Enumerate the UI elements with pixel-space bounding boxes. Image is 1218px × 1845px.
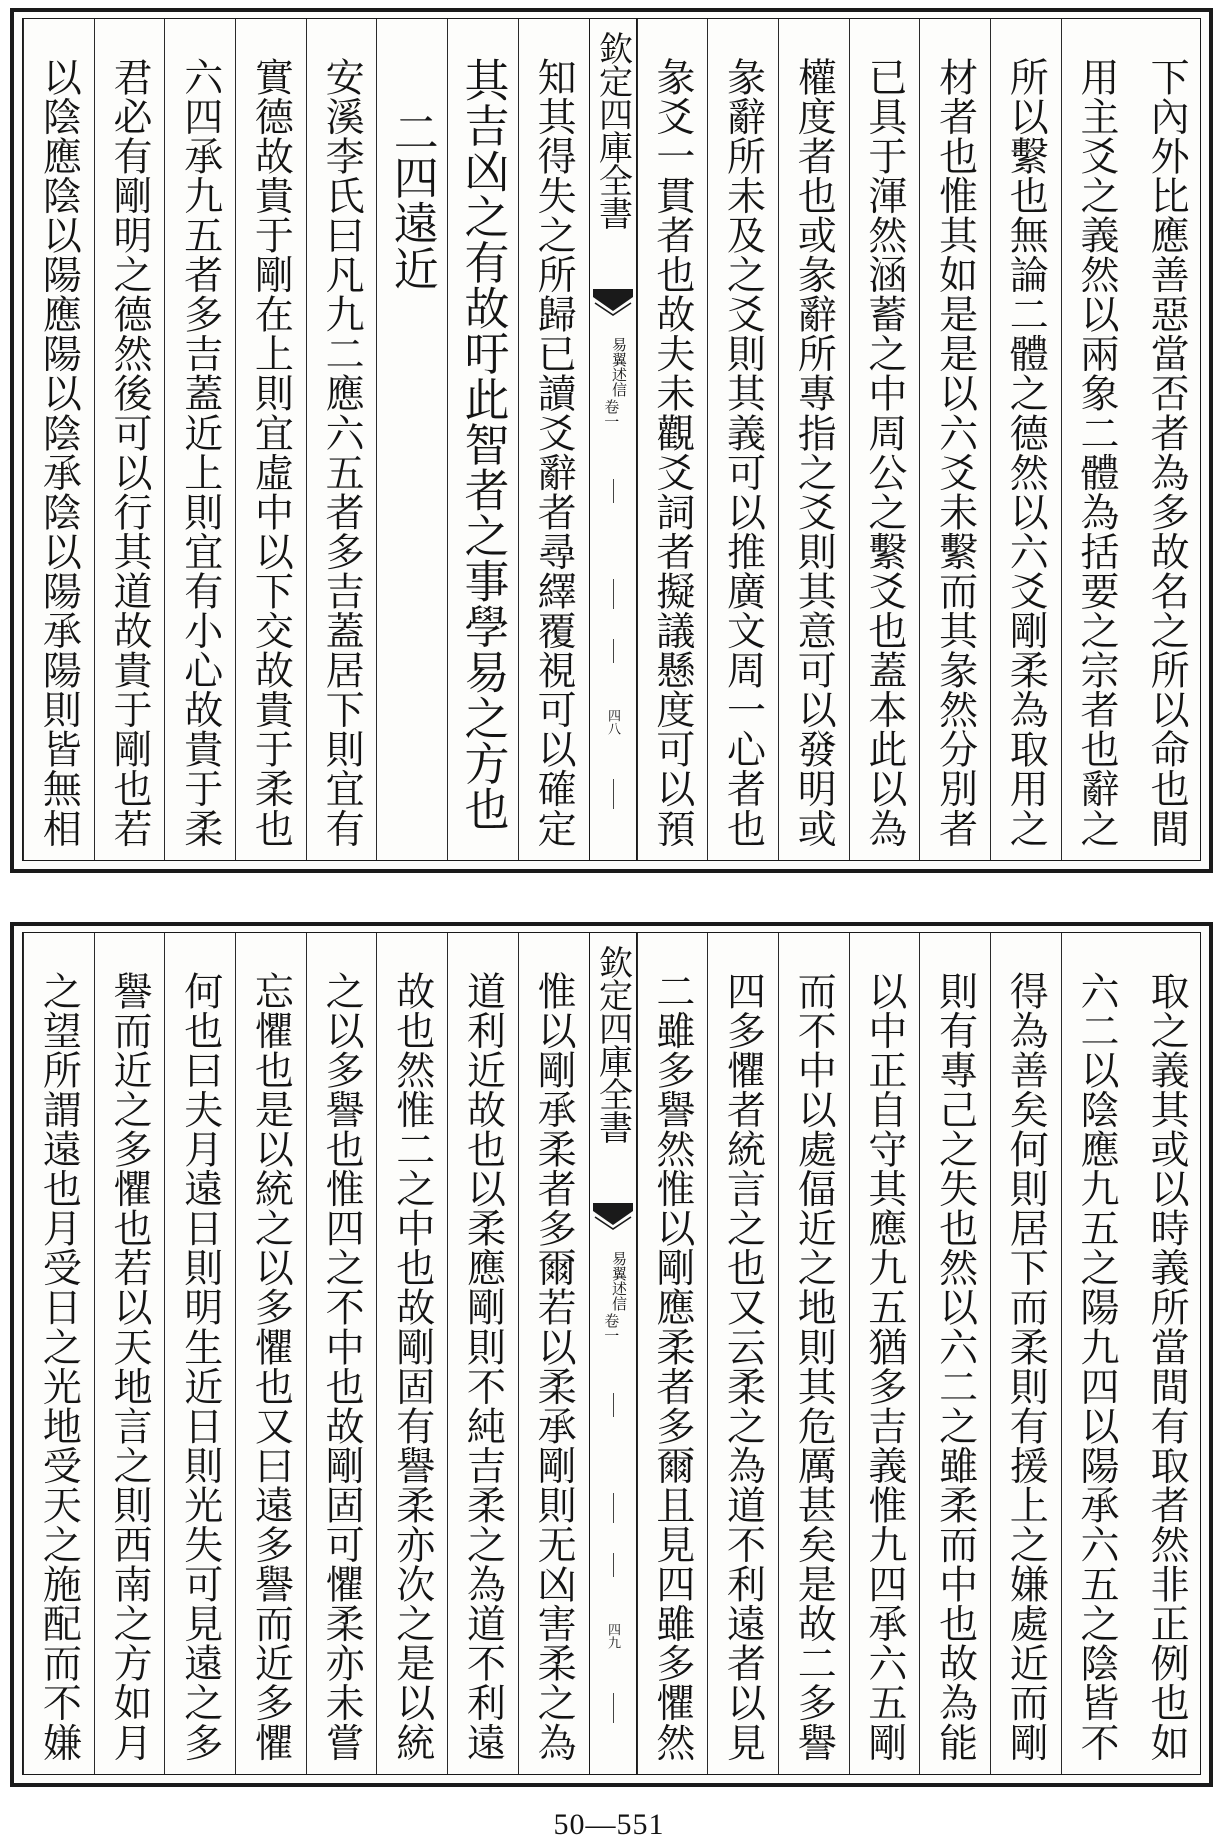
text-column (707, 933, 778, 1774)
column-text: 安溪李氏曰凡九二應六五者多吉蓋居下則宜有 (319, 57, 365, 848)
text-column (23, 19, 94, 860)
column-text: 六四承九五者多吉蓋近上則宜有小心故貴于柔 (177, 57, 223, 848)
text-column (919, 933, 990, 1774)
fish-tail-mark-icon (593, 289, 633, 335)
leaf-number: 四八 (605, 709, 620, 735)
column-text: 道利近故也以柔應剛則不純吉柔之為道不利遠 (460, 971, 506, 1762)
column-text: 取之義其或以時義所當間有取者然非正例也如 (1144, 971, 1190, 1762)
column-text: 惟以剛承柔者多爾若以柔承剛則无凶害柔之為 (531, 971, 577, 1762)
book-title: 欽定四庫全書 (592, 945, 633, 1143)
column-text: 彖辭所未及之爻則其義可以推廣文周一心者也 (720, 57, 766, 848)
column-text: 君必有剛明之德然後可以行其道故貴于剛也若 (107, 57, 153, 848)
text-column (778, 933, 849, 1774)
text-column (235, 933, 306, 1774)
text-column (306, 933, 377, 1774)
text-column (1061, 933, 1132, 1774)
block-heart (589, 933, 637, 1774)
text-column (23, 933, 94, 1774)
page-footer-number: 50—551 (553, 1808, 665, 1841)
column-text: 二雖多譽然惟以剛應柔者多爾且見四雖多懼然 (649, 971, 695, 1762)
column-text: 何也曰夫月遠日則明生近日則光失可見遠之多 (177, 971, 223, 1762)
text-column (164, 19, 235, 860)
column-text: 已具于渾然涵蓄之中周公之繫爻也蓋本此以為 (861, 57, 907, 848)
text-column (637, 933, 708, 1774)
column-text: 知其得失之所歸已讀爻辭者尋繹覆視可以確定 (531, 57, 577, 848)
column-text: 之以多譽也惟四之不中也故剛固可懼柔亦未嘗 (319, 971, 365, 1762)
block-heart-rule (613, 1393, 614, 1417)
column-text: 彖爻一貫者也故夫未觀爻詞者擬議懸度可以預 (649, 57, 695, 848)
text-column (919, 19, 990, 860)
column-text: 六二以陰應九五之陽九四以陽承六五之陰皆不 (1073, 971, 1119, 1762)
column-text: 下內外比應善惡當否者為多故名之所以命也間 (1144, 57, 1190, 848)
column-text: 忘懼也是以統之以多懼也又曰遠多譽而近多懼 (248, 971, 294, 1762)
text-column (447, 19, 518, 860)
column-text: 故也然惟二之中也故剛固有譽柔亦次之是以統 (389, 971, 435, 1762)
column-text: 則有專己之失也然以六二之雖柔而中也故為能 (932, 971, 978, 1762)
column-text: 得為善矣何則居下而柔則有援上之嫌處近而剛 (1003, 971, 1049, 1762)
column-text: 用主爻之義然以兩象二體為括要之宗者也辭之 (1073, 57, 1119, 848)
lower-page-frame (22, 932, 1201, 1775)
block-heart (589, 19, 637, 860)
text-column (94, 19, 165, 860)
book-title: 欽定四庫全書 (592, 31, 633, 229)
text-column (306, 19, 377, 860)
text-column (518, 933, 589, 1774)
text-column (235, 19, 306, 860)
volume-label: 卷一 (602, 399, 621, 429)
text-column (1131, 19, 1202, 860)
block-heart-rule (613, 1553, 614, 1577)
text-column (94, 933, 165, 1774)
block-heart-rule (613, 779, 614, 809)
block-heart-rule (613, 639, 614, 663)
text-column (1061, 19, 1132, 860)
text-column (990, 933, 1061, 1774)
text-column (376, 19, 447, 860)
text-column (518, 19, 589, 860)
text-column (778, 19, 849, 860)
column-text: 以陰應陰以陽應陽以陰承陰以陽承陽則皆無相 (36, 57, 82, 848)
block-heart-rule (613, 479, 614, 503)
lower-page (10, 922, 1213, 1787)
text-column (1131, 933, 1202, 1774)
block-heart-rule (613, 1493, 614, 1523)
text-column (637, 19, 708, 860)
column-text: 實德故貴于剛在上則宜虛中以下交故貴于柔也 (248, 57, 294, 848)
fish-tail-mark-icon (593, 1203, 633, 1249)
text-column (376, 933, 447, 1774)
column-text: 權度者也或彖辭所專指之爻則其意可以發明或 (791, 57, 837, 848)
text-column (990, 19, 1061, 860)
upper-page-frame (22, 18, 1201, 861)
column-text: 而不中以處偪近之地則其危厲甚矣是故二多譽 (791, 971, 837, 1762)
upper-page (10, 8, 1213, 873)
block-heart-rule (613, 579, 614, 609)
column-text: 譽而近之多懼也若以天地言之則西南之方如月 (107, 971, 153, 1762)
column-text: 二四遠近 (385, 109, 439, 292)
block-heart-rule (613, 1693, 614, 1723)
book-source-title: 易翼述信 (610, 337, 628, 397)
text-column (164, 933, 235, 1774)
volume-label: 卷一 (602, 1313, 621, 1343)
text-column (849, 933, 920, 1774)
text-column (849, 19, 920, 860)
column-text: 之望所謂遠也月受日之光地受天之施配而不嫌 (36, 971, 82, 1762)
leaf-number: 四九 (605, 1623, 620, 1649)
text-column (707, 19, 778, 860)
column-text: 材者也惟其如是是以六爻未繫而其彖然分別者 (932, 57, 978, 848)
column-text: 四多懼者統言之也又云柔之為道不利遠者以見 (720, 971, 766, 1762)
text-column (447, 933, 518, 1774)
column-text: 所以繫也無論二體之德然以六爻剛柔為取用之 (1003, 57, 1049, 848)
column-text: 其吉凶之有故吁此智者之事學易之方也 (456, 57, 510, 832)
book-source-title: 易翼述信 (610, 1251, 628, 1311)
column-text: 以中正自守其應九五猶多吉義惟九四承六五剛 (861, 971, 907, 1762)
